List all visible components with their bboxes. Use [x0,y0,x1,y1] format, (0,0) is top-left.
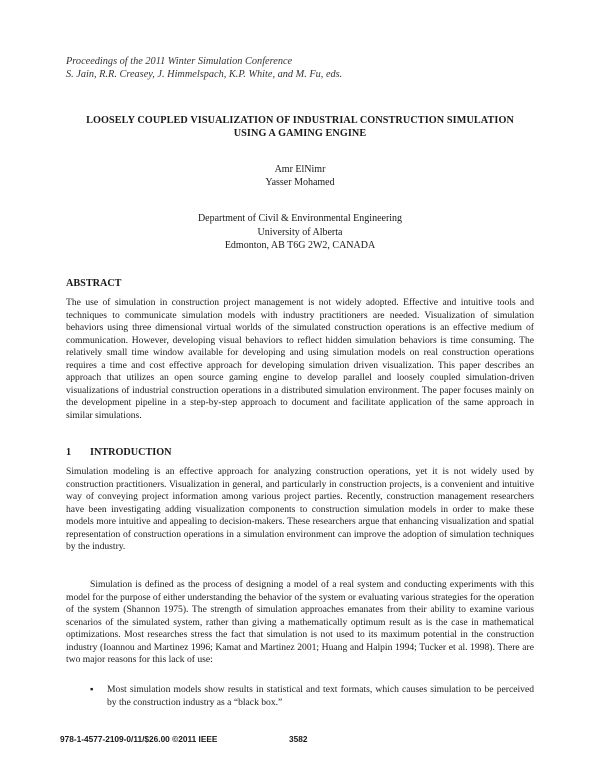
section-number: 1 [66,447,72,458]
introduction-paragraph-2: Simulation is defined as the process of designing a model of a real system and conducting experiments with this model for the purpose of either understanding the behavior of the system or evaluating various strategies for the operation of the system (Shannon 1975). The strength of simulation approaches emanates from their ability to examine various scenarios of the simulated system, rather than giving a mathematically optimum result as is the case in mathematical optimizations. Most researches stress the fact that simulation is not used to its maximum potential in the construction industry (Ioannou and Martinez 1996; Kamat and Martinez 2001; Huang and Halpin 1994; Tucker et al. 1998). There are two major reasons for this lack of use: [66,579,534,665]
proceedings-editors: S. Jain, R.R. Creasey, J. Himmelspach, K.P. White, and M. Fu, eds. [66,69,343,80]
abstract-heading: ABSTRACT [66,278,122,289]
paper-title-line-1: LOOSELY COUPLED VISUALIZATION OF INDUSTRIAL CONSTRUCTION SIMULATION [86,115,514,126]
affiliation-university: University of Alberta [257,226,343,238]
author-list [60,163,540,189]
affiliation-department: Department of Civil & Environmental Engineering [197,213,403,224]
section-title: INTRODUCTION [90,447,172,458]
proceedings-header [66,55,342,81]
affiliation [60,212,540,253]
paper-title [60,114,540,140]
author-2: Yasser Mohamed [265,177,335,188]
abstract-text: The use of simulation in construction project management is not widely adopted. Effective and intuitive tools and techniques to communicate simulation models with industry practitioners are needed. Visualization of simulation behaviors using three dimensional virtual worlds of the simulated construction operations is an effective medium of communication. However, developing visual behaviors to reflect hidden simulation behaviors is time consuming. The relatively small time window available for developing and using simulation models on real construction operations requires a time and cost effective approach for developing simulation driven visualization. This paper describes an approach that utilizes an open source gaming engine to develop parallel and loosely coupled simulation-driven visualizations of industrial construction operations in a distributed simulation environment. The paper focuses mainly on the development pipeline in a step-by-step approach to document and facilitate application of the same approach in similar simulations. [66,297,534,421]
footer-copyright: 978-1-4577-2109-0/11/$26.00 ©2011 IEEE [60,734,218,744]
introduction-paragraph-1: Simulation modeling is an effective approach for analyzing construction operations, yet it is not widely used by construction practitioners. Visualization in general, and particularly in construction projects, is a convenient and intuitive way of conveying project information among various project parties. Recently, construction management researchers have been investigating adding visualization components to construction simulation models in order to make these models more intuitive and appealing to decision-makers. These researchers argue that enhancing visualization and spatial representation of construction operations in a simulation environment can improve the adoption of simulation techniques by the industry. [66,466,534,552]
paper-title-line-2: USING A GAMING ENGINE [233,128,367,139]
bullet-item-1: Most simulation models show results in statistical and text formats, which causes simulation to be perceived by the construction industry as a “black box.” [107,684,534,708]
author-1: Amr ElNimr [274,164,326,175]
page-number: 3582 [289,734,308,744]
affiliation-city: Edmonton, AB T6G 2W2, CANADA [224,240,376,251]
introduction-heading [66,447,172,458]
bullet-marker: ▪ [90,684,94,695]
proceedings-title: Proceedings of the 2011 Winter Simulation Conference [66,56,293,67]
